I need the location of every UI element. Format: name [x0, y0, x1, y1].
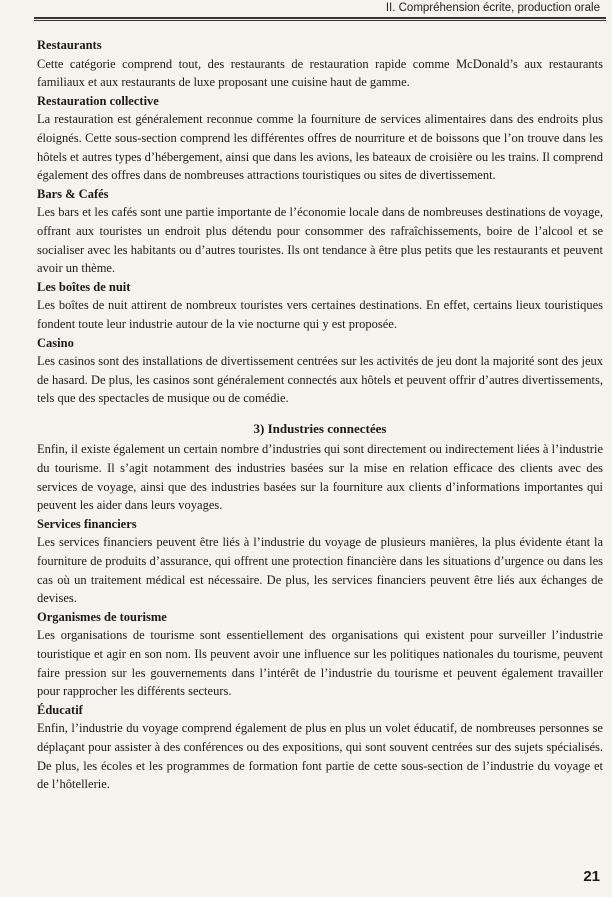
subsection-title-boites-de-nuit: Les boîtes de nuit: [37, 279, 131, 294]
subsection-title-restaurants: Restaurants: [37, 38, 102, 52]
paragraph-bars-cafes: Les bars et les cafés sont une partie importante de l’économie locale dans de nombreuses destinations de voyage, offrant aux touristes un endroit plus détendu pour consommer des rafraîchissements, boire de l’alcool et se socialiser avec les habitants ou d’autres touristes. Ils ont tendance à être plus petits que les restaurants et peuvent avoir un thème.: [37, 205, 603, 276]
paragraph-educatif: Enfin, l’industrie du voyage comprend également de plus en plus un volet éducatif, de nombreuses personnes se déplaçant pour assister à des conférences ou des expositions, qui sont souvent centrées sur des sujets spécialisés. De plus, les écoles et les programmes de formation font partie de cette sous-section de l’industrie du voyage et de l’hôtellerie.: [37, 721, 603, 792]
paragraph-restaurants: Cette catégorie comprend tout, des restaurants de restauration rapide comme McDonald’s aux restaurants familiaux et aux restaurants de luxe proposant une cuisine haut de gamme.: [37, 56, 603, 90]
page-number: 21: [583, 868, 600, 885]
subsection-title-educatif: Éducatif: [37, 702, 83, 717]
section-title-industries-connectees: 3) Industries connectées: [253, 420, 387, 436]
subsection-title-services-financiers: Services financiers: [37, 516, 137, 531]
paragraph-casino: Les casinos sont des installations de divertissement centrées sur les activités de jeu dont la majorité sont des jeux de hasard. De plus, les casinos sont généralement connectés aux hôtels et peuvent offrir d’autres divertissements, tels que des spectacles de musique ou de comédie.: [37, 354, 603, 406]
running-header: II. Compréhension écrite, production orale: [385, 2, 600, 14]
paragraph-section3-intro: Enfin, il existe également un certain nombre d’industries qui sont directement ou indirectement liées à l’industrie du tourisme. Il s’agit notamment des industries basées sur la mise en relation efficace des clients avec des services de voyage, ainsi que des industries basées sur la fourniture aux clients d’informations importantes qui peuvent les aider dans leurs voyages.: [37, 442, 603, 513]
subsection-title-organismes-de-tourisme: Organismes de tourisme: [37, 609, 167, 624]
paragraph-organismes-de-tourisme: Les organisations de tourisme sont essentiellement des organisations qui existent pour surveiller l’industrie touristique et agir en son nom. Ils peuvent avoir une influence sur les politiques nationales du tourisme, peuvent faire pression sur les gouvernements dans l’intérêt de l’industrie du tourisme et peuvent également travailler pour rapprocher les différents secteurs.: [37, 628, 603, 699]
subsection-title-casino: Casino: [37, 335, 74, 350]
header-rule: [34, 17, 606, 21]
page-body: [37, 36, 603, 794]
paragraph-services-financiers: Les services financiers peuvent être liés à l’industrie du voyage de plusieurs manières, la plus évidente étant la fourniture de produits d’assurance, qui offrent une protection financière dans les situations d’urgence ou dans les cas où un traitement médical est nécessaire. De plus, les services financiers peuvent être liés aux échanges de devises.: [37, 535, 603, 606]
subsection-title-restauration-collective: Restauration collective: [37, 93, 159, 108]
paragraph-restauration-collective: La restauration est généralement reconnue comme la fourniture de services alimentaires dans des endroits plus éloignés. Cette sous-section comprend les différentes offres de nourriture et de boissons que l’on trouve dans les hôtels et autres types d’hébergement, ainsi que dans les avions, les bateaux de croisière ou les trains. Il comprend également des offres dans de nombreuses attractions touristiques ou sites de divertissement.: [37, 112, 603, 183]
paragraph-boites-de-nuit: Les boîtes de nuit attirent de nombreux touristes vers certaines destinations. En effet, certains lieux touristiques fondent toute leur industrie autour de la vie nocturne qui y est proposée.: [37, 298, 603, 331]
subsection-title-bars-cafes: Bars & Cafés: [37, 186, 109, 201]
